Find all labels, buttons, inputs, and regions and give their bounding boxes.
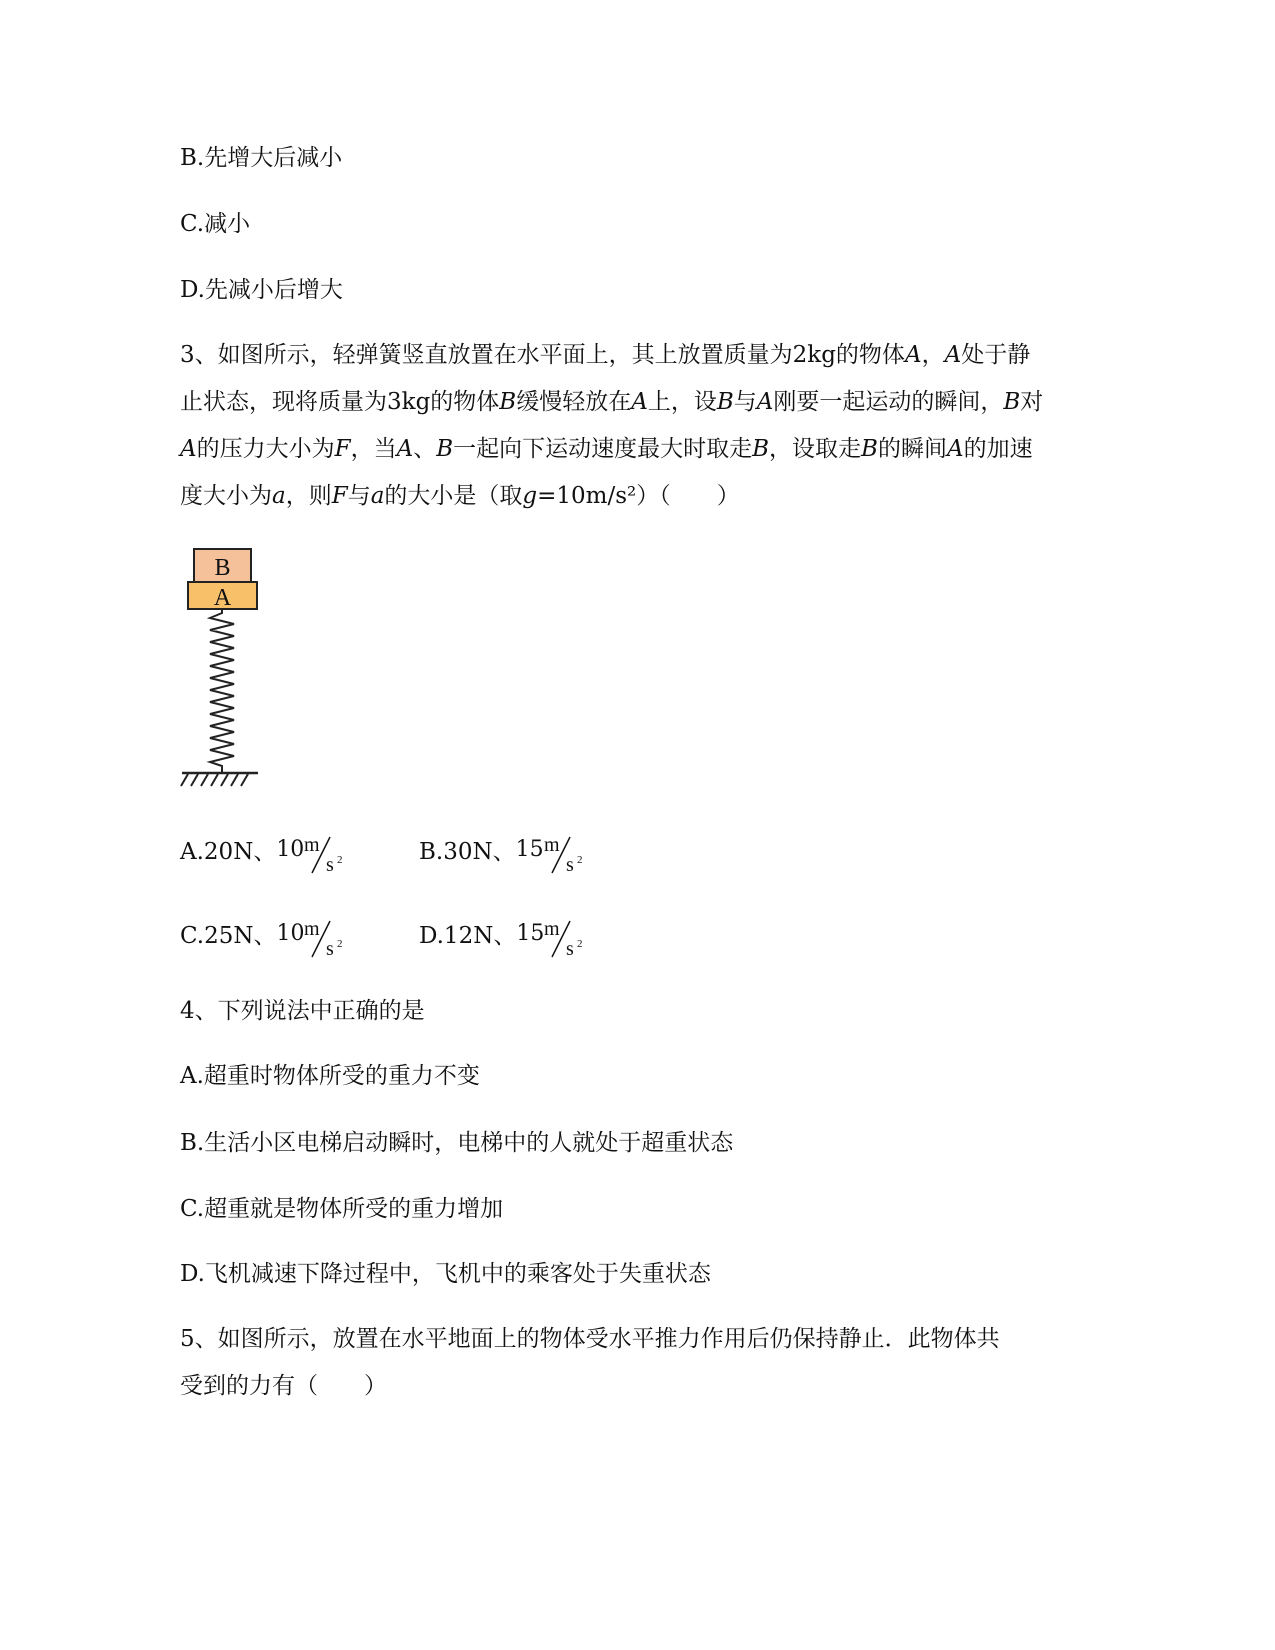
svg-text:s: s bbox=[326, 938, 335, 960]
svg-text:2: 2 bbox=[576, 854, 583, 866]
spring bbox=[210, 609, 234, 773]
option-prefix: B.30N、 bbox=[419, 839, 516, 865]
option-prefix: D.12N、 bbox=[419, 923, 517, 949]
q3-option-a bbox=[180, 833, 346, 876]
q2-option-d: D.先减小后增大 bbox=[180, 277, 343, 303]
q3-option-c bbox=[180, 917, 346, 960]
svg-text:m: m bbox=[544, 918, 560, 940]
unit-fraction: 15 m s 2 bbox=[516, 918, 583, 960]
q4-option-a: A.超重时物体所受的重力不变 bbox=[180, 1063, 480, 1089]
svg-text:s: s bbox=[566, 938, 575, 960]
q4-option-d: D.飞机减速下降过程中，飞机中的乘客处于失重状态 bbox=[180, 1261, 711, 1287]
unit-fraction: 10 m s 2 bbox=[276, 834, 343, 876]
svg-text:m: m bbox=[304, 918, 321, 940]
ground-hatch bbox=[181, 774, 248, 786]
q5-stem-line-2: 受到的力有（ ） bbox=[180, 1373, 387, 1399]
q3-option-d bbox=[419, 917, 586, 960]
q4-option-c: C.超重就是物体所受的重力增加 bbox=[180, 1196, 504, 1222]
q2-option-c: C.减小 bbox=[180, 211, 251, 237]
q5-stem-line-1: 5、如图所示，放置在水平地面上的物体受水平推力作用后仍保持静止．此物体共 bbox=[180, 1326, 1000, 1352]
spring-blocks-figure bbox=[178, 545, 268, 795]
block-b-label: B bbox=[214, 555, 231, 581]
block-a-label: A bbox=[213, 585, 232, 611]
svg-text:m: m bbox=[304, 834, 320, 856]
option-prefix: A.20N、 bbox=[180, 839, 277, 865]
svg-text:2: 2 bbox=[337, 938, 343, 950]
q2-option-b: B.先增大后减小 bbox=[180, 145, 343, 171]
svg-text:2: 2 bbox=[577, 938, 583, 950]
option-prefix: C.25N、 bbox=[180, 923, 277, 949]
unit-fraction: 15 m s 2 bbox=[515, 834, 583, 876]
q3-option-b bbox=[419, 833, 586, 876]
q4-stem: 4、下列说法中正确的是 bbox=[180, 998, 425, 1024]
q4-option-b: B.生活小区电梯启动瞬时，电梯中的人就处于超重状态 bbox=[180, 1130, 734, 1156]
svg-text:s: s bbox=[565, 854, 574, 876]
unit-fraction: 10 m s 2 bbox=[276, 918, 343, 960]
svg-text:2: 2 bbox=[337, 854, 343, 866]
q3-stem: 3、如图所示，轻弹簧竖直放置在水平面上，其上放置质量为2kg的物体A，A处于静止状态，现将质量为3kg的物体B缓慢轻放在A上，设B与A刚要一起运动的瞬间，B对A的压力大小为F，当A、B一起向下运动速度最大时取走B，设取走B的瞬间A的加速度大小为a，则F与a的大小是（取g=10m/s²）（ ） bbox=[180, 342, 1044, 509]
svg-text:m: m bbox=[543, 834, 560, 856]
svg-text:s: s bbox=[326, 854, 335, 876]
